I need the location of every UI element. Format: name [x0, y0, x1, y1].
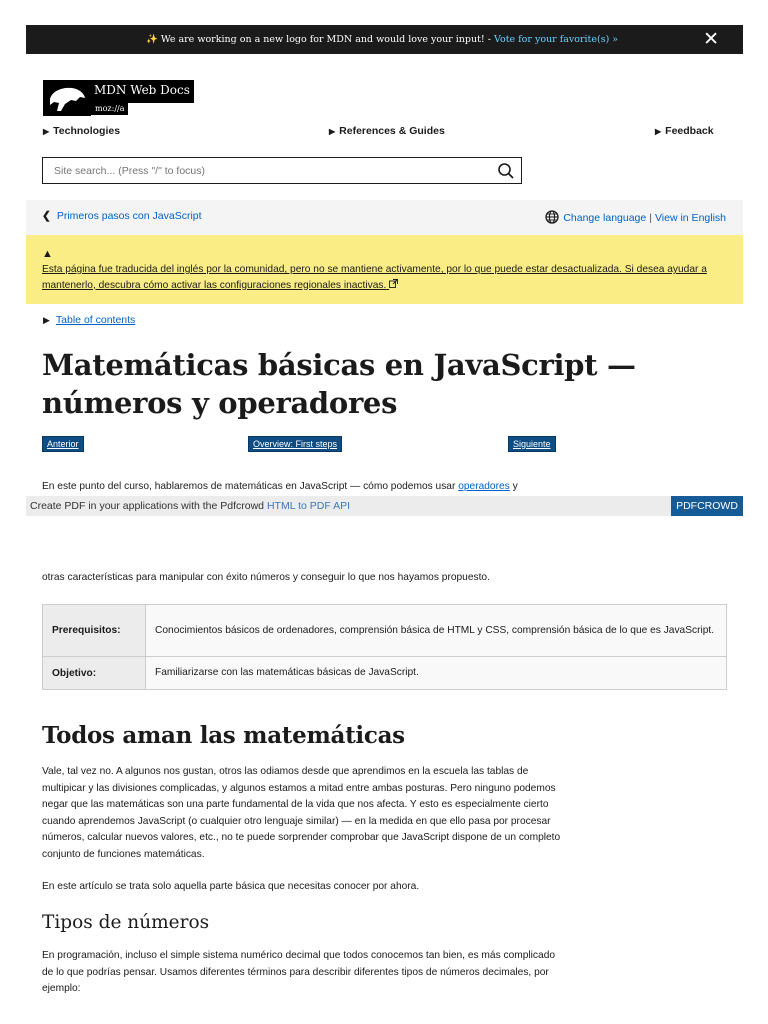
- notice-link[interactable]: [42, 262, 732, 293]
- announcement-banner: [26, 25, 743, 54]
- pdfcrowd-footer: [26, 496, 743, 516]
- triangle-right-icon: ▶: [43, 127, 50, 136]
- nav-references-guides[interactable]: [329, 125, 445, 137]
- nav-technologies[interactable]: [43, 125, 120, 137]
- intro-text: En este punto del curso, hablaremos de matemáticas en JavaScript — cómo podemos usar: [42, 481, 459, 492]
- pdfcrowd-button[interactable]: PDFCROWD: [671, 496, 743, 516]
- banner-text: ✨ We are working on a new logo for MDN and would love your input! -: [146, 34, 494, 45]
- previous-button[interactable]: Anterior: [42, 436, 84, 452]
- table-header-cell: Prerequisitos:: [43, 605, 146, 657]
- link-separator: |: [649, 212, 652, 224]
- vote-link[interactable]: Vote for your favorite(s) »: [493, 34, 619, 45]
- search-input[interactable]: [43, 158, 483, 183]
- mozilla-wordmark: moz://a: [91, 103, 128, 115]
- close-icon[interactable]: ✕: [703, 28, 719, 50]
- overview-button[interactable]: Overview: First steps: [248, 436, 342, 452]
- next-button[interactable]: Siguiente: [508, 436, 556, 452]
- site-search: [42, 157, 522, 184]
- triangle-right-icon: ▶: [655, 127, 662, 136]
- intro-paragraph: [42, 479, 742, 496]
- table-cell: Familiarizarse con las matemáticas básicas de JavaScript.: [146, 657, 727, 690]
- nav-references-label: References & Guides: [339, 125, 445, 137]
- subsection-heading: Tipos de números: [42, 912, 210, 933]
- pdfcrowd-label: Create PDF in your applications with the Pdfcrowd: [30, 500, 267, 512]
- operators-link[interactable]: operadores: [458, 481, 510, 492]
- subsection-paragraph: En programación, incluso el simple sistema numérico decimal que todos conocemos tan bien, es más complicado de lo que podrías pensar. Usamos diferentes términos para describir diferentes tipos de números decimales, por ejemplo:: [42, 950, 556, 994]
- table-header-cell: Objetivo:: [43, 657, 146, 690]
- pdfcrowd-text: [30, 500, 350, 512]
- nav-feedback[interactable]: [655, 125, 714, 137]
- breadcrumb-bar: [26, 200, 743, 235]
- table-row: [43, 657, 727, 690]
- intro-text-end: y: [509, 481, 518, 492]
- view-in-english-link[interactable]: View in English: [654, 212, 726, 224]
- breadcrumb-label: Primeros pasos con JavaScript: [56, 210, 202, 222]
- chevron-left-icon: ❮: [42, 210, 51, 222]
- globe-icon: [545, 210, 559, 227]
- intro-continued: otras características para manipular con éxito números y conseguir lo que nos hayamos propuesto.: [42, 572, 490, 583]
- warning-icon: ▲: [42, 248, 53, 260]
- triangle-right-icon: ▶: [43, 315, 50, 325]
- mdn-logo[interactable]: [43, 80, 190, 116]
- nav-feedback-label: Feedback: [665, 125, 714, 137]
- triangle-right-icon: ▶: [329, 127, 336, 136]
- table-cell: Conocimientos básicos de ordenadores, comprensión básica de HTML y CSS, comprensión básica de lo que es JavaScript.: [146, 605, 727, 657]
- section-paragraph: En este artículo se trata solo aquella parte básica que necesitas conocer por ahora.: [42, 881, 420, 892]
- logo-wordmark: MDN Web Docs: [91, 80, 194, 103]
- external-link-icon: [389, 280, 398, 291]
- breadcrumb-back-link[interactable]: [42, 210, 202, 222]
- language-links: [545, 210, 726, 227]
- prerequisites-table: [42, 604, 727, 690]
- dino-logo-icon: [43, 80, 91, 116]
- change-language-link[interactable]: Change language: [563, 212, 647, 224]
- page-title: Matemáticas básicas en JavaScript — números y operadores: [42, 348, 636, 420]
- table-row: [43, 605, 727, 657]
- banner-message: [146, 34, 618, 45]
- translation-notice: [26, 235, 743, 304]
- table-of-contents[interactable]: [43, 314, 135, 326]
- search-icon[interactable]: [497, 162, 515, 180]
- section-paragraph: Vale, tal vez no. A algunos nos gustan, otros las odiamos desde que aprendimos en la escuela las tablas de multipicar y las divisiones complicadas, y algunos estamos a mitad entre ambas posturas. Pero ninguno podemos negar que las matemáticas son una parte fundamental de la vida que nos afecta. Y esto es especialmente cierto cuando aprendemos JavaScript (o cualquier otro lenguaje similar) — en la medida en que ello pasa por procesar números, calcular nuevos valores, etc., no te puede sorprender comprobar que JavaScript dispone de un completo conjunto de funciones matemáticas.: [42, 766, 561, 860]
- toc-link[interactable]: Table of contents: [55, 314, 136, 326]
- nav-technologies-label: Technologies: [53, 125, 121, 137]
- section-heading: Todos aman las matemáticas: [42, 722, 405, 749]
- pdfcrowd-link[interactable]: HTML to PDF API: [266, 500, 350, 512]
- notice-text: Esta página fue traducida del inglés por la comunidad, pero no se mantiene activamente, por lo que puede estar desactualizada. Si desea ayudar a mantenerlo, descubra cómo activar las configuraciones regionales inactivas.: [42, 264, 707, 291]
